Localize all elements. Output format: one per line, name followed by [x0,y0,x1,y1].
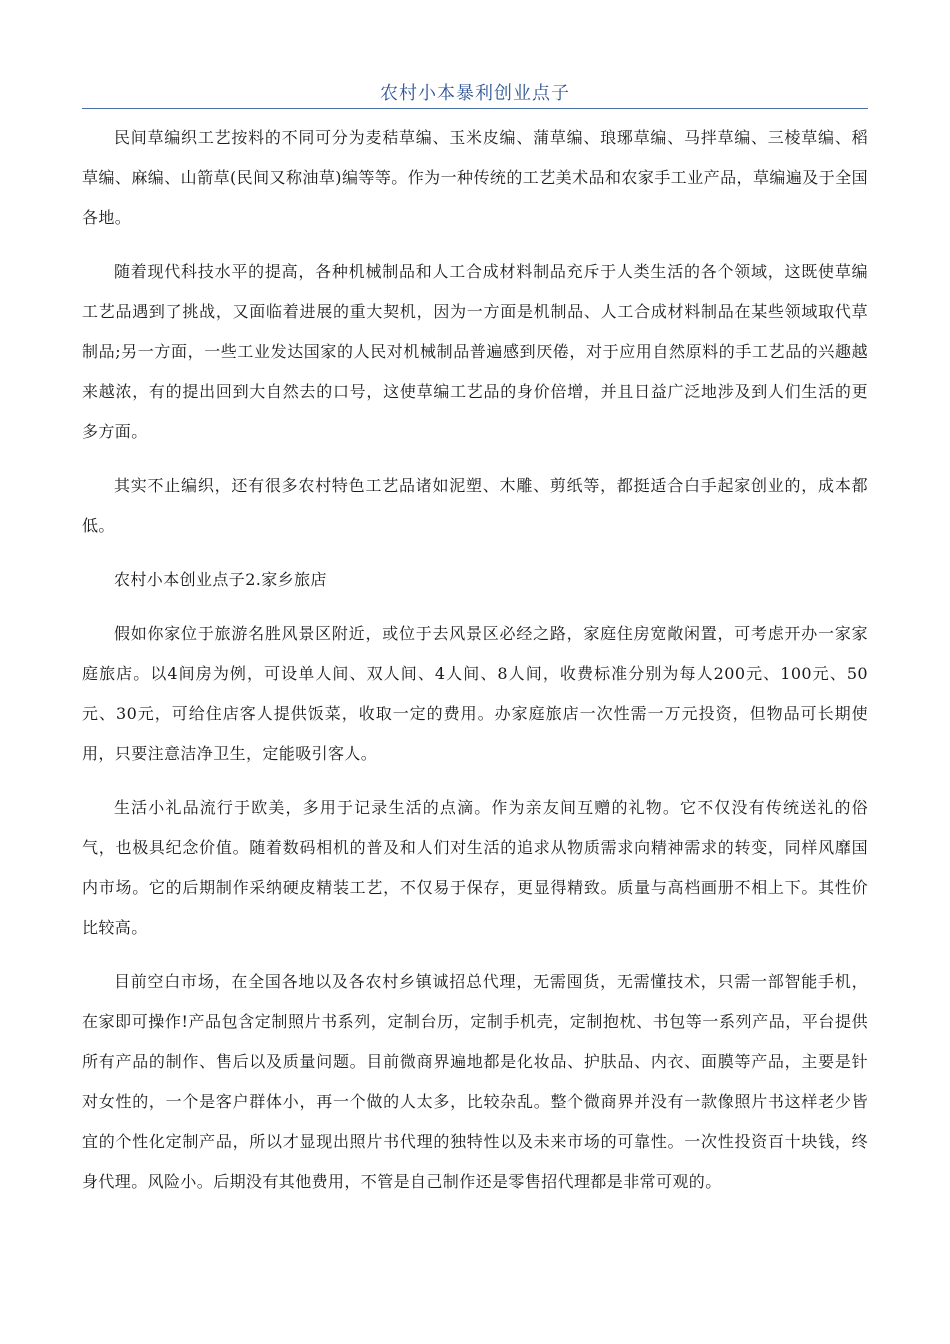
document-body [82,118,868,1216]
paragraph-modern-technology: 随着现代科技水平的提高，各种机械制品和人工合成材料制品充斥于人类生活的各个领域，这既使草编工艺品遇到了挑战，又面临着进展的重大契机，因为一方面是机制品、人工合成材料制品在某些领域取代草制品;另一方面，一些工业发达国家的人民对机械制品普遍感到厌倦，对于应用自然原料的手工艺品的兴趣越来越浓，有的提出回到大自然去的口号，这使草编工艺品的身价倍增，并且日益广泛地涉及到人们生活的更多方面。 [82,262,868,441]
page-title: 农村小本暴利创业点子 [380,83,570,104]
page-header [82,80,868,109]
section-heading-home-inn: 农村小本创业点子2.家乡旅店 [114,570,327,589]
paragraph-other-crafts: 其实不止编织，还有很多农村特色工艺品诸如泥塑、木雕、剪纸等，都挺适合白手起家创业的，成本都低。 [82,476,868,535]
paragraph-home-inn: 假如你家位于旅游名胜风景区附近，或位于去风景区必经之路，家庭住房宽敞闲置，可考虑开办一家家庭旅店。以4间房为例，可设单人间、双人间、4人间、8人间，收费标准分别为每人200元、100元、50元、30元，可给住店客人提供饭菜，收取一定的费用。办家庭旅店一次性需一万元投资，但物品可长期使用，只要注意洁净卫生，定能吸引客人。 [82,624,868,763]
paragraph-small-gifts: 生活小礼品流行于欧美，多用于记录生活的点滴。作为亲友间互赠的礼物。它不仅没有传统送礼的俗气，也极具纪念价值。随着数码相机的普及和人们对生活的追求从物质需求向精神需求的转变，同样风靡国内市场。它的后期制作采纳硬皮精装工艺，不仅易于保存，更显得精致。质量与高档画册不相上下。其性价比较高。 [82,798,868,937]
paragraph-straw-weaving: 民间草编织工艺按料的不同可分为麦秸草编、玉米皮编、蒲草编、琅琊草编、马拌草编、三棱草编、稻草编、麻编、山箭草(民间又称油草)编等等。作为一种传统的工艺美术品和农家手工业产品，草编遍及于全国各地。 [82,128,868,227]
paragraph-photo-book-agency: 目前空白市场，在全国各地以及各农村乡镇诚招总代理，无需囤货，无需懂技术，只需一部智能手机，在家即可操作!产品包含定制照片书系列，定制台历，定制手机壳，定制抱枕、书包等一系列产品，平台提供所有产品的制作、售后以及质量问题。目前微商界遍地都是化妆品、护肤品、内衣、面膜等产品，主要是针对女性的，一个是客户群体小，再一个做的人太多，比较杂乱。整个微商界并没有一款像照片书这样老少皆宜的个性化定制产品，所以才显现出照片书代理的独特性以及未来市场的可靠性。一次性投资百十块钱，终身代理。风险小。后期没有其他费用，不管是自己制作还是零售招代理都是非常可观的。 [82,972,868,1191]
